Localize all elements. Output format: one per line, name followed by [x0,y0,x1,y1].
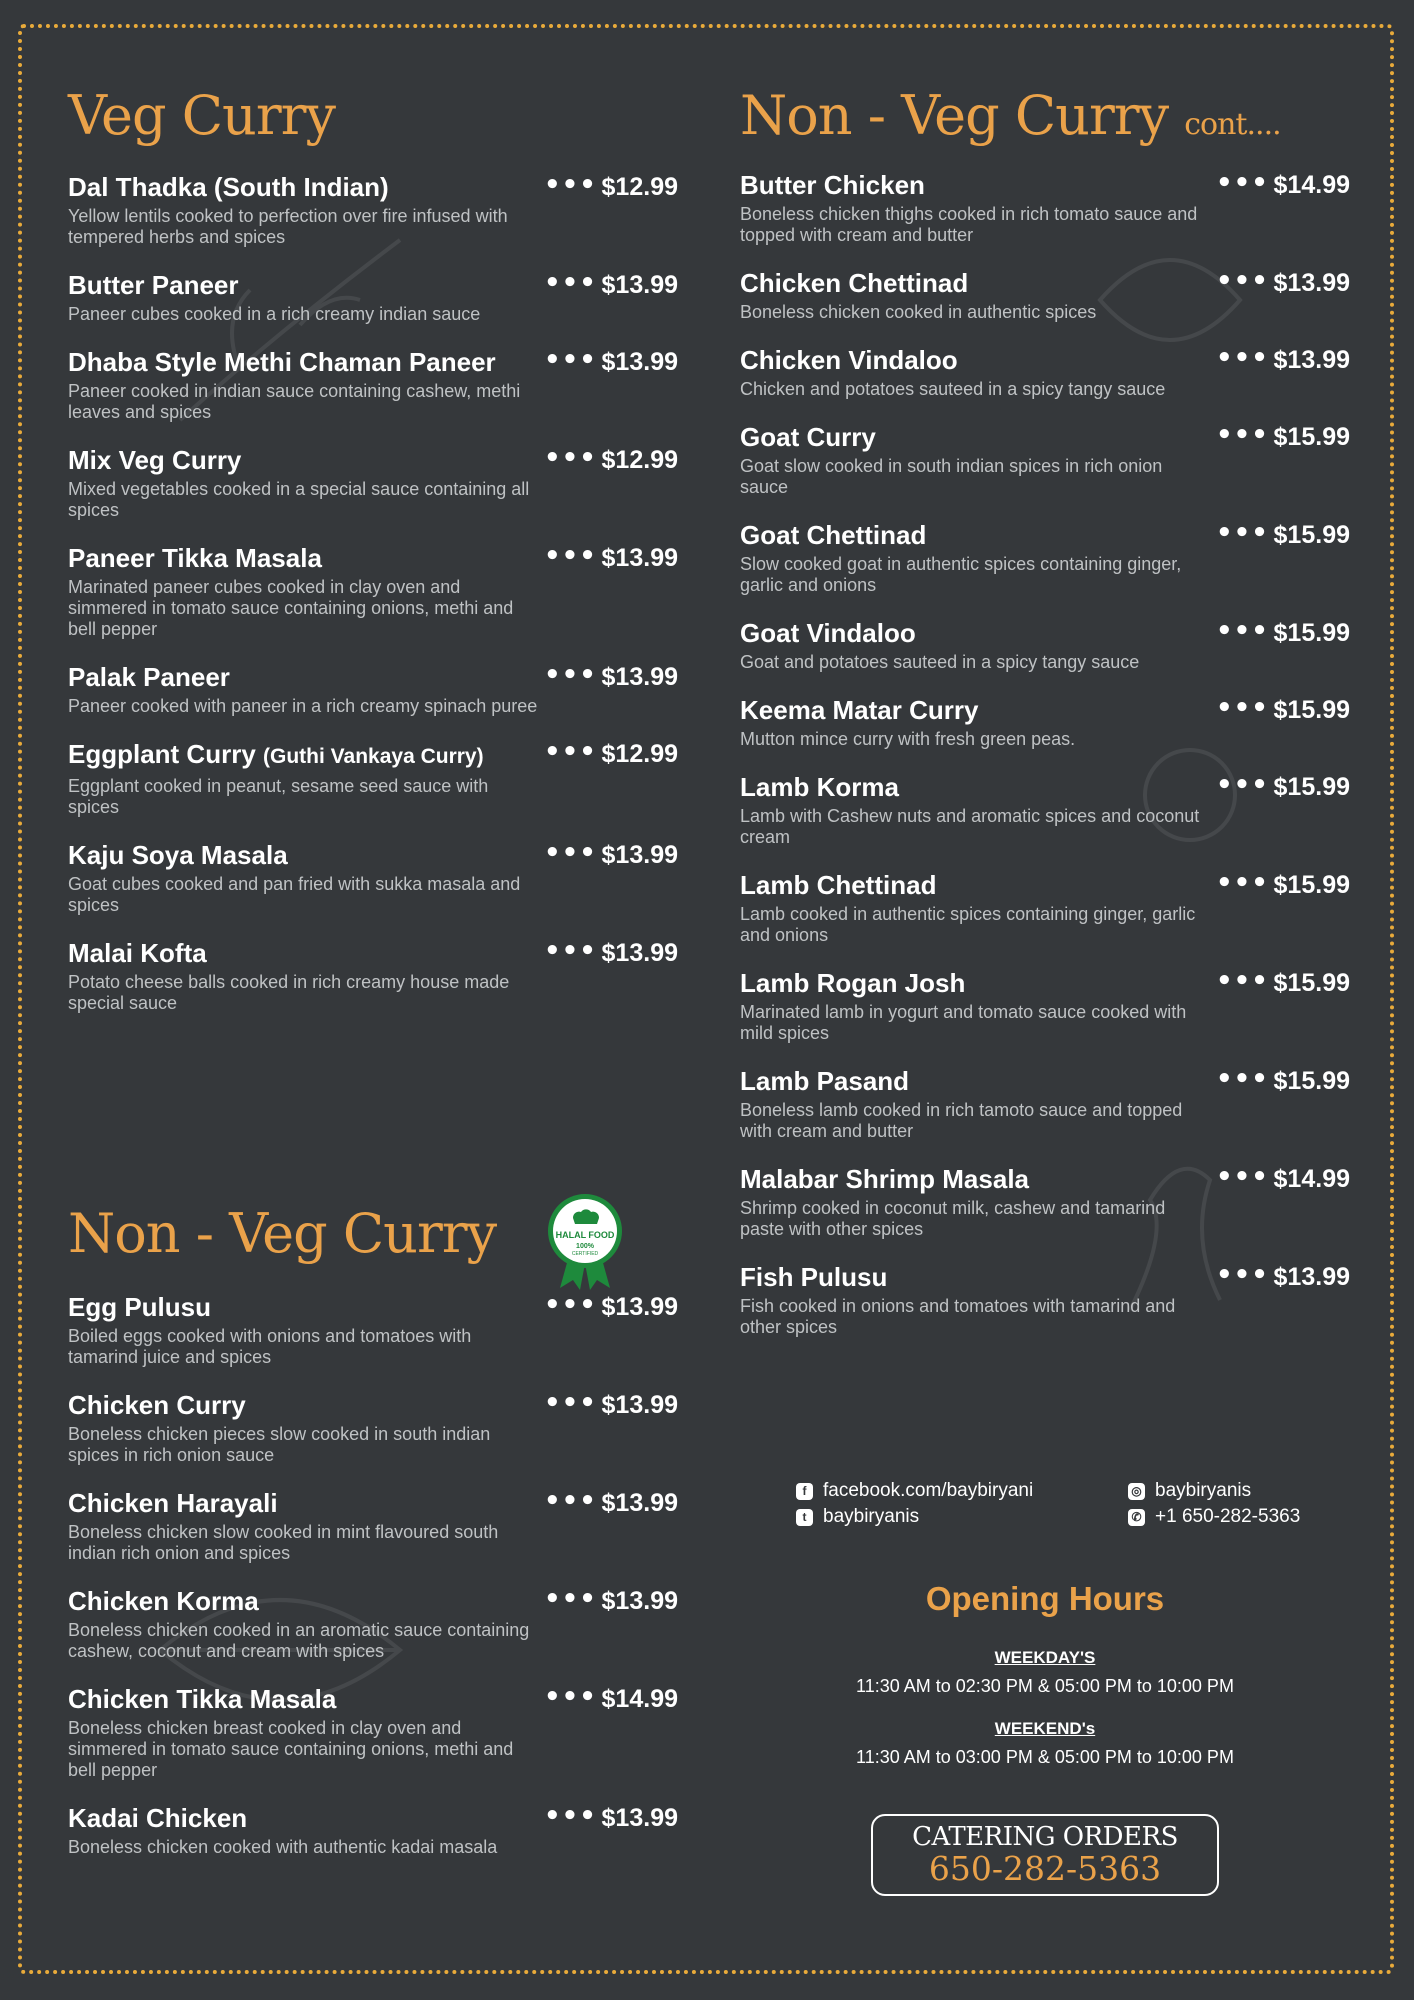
menu-item-dots: ••• [544,1290,597,1320]
nonveg-curry-section [68,1198,678,1880]
menu-item-name-text: Dal Thadka (South Indian) [68,172,389,202]
menu-item-dots: ••• [1216,1260,1269,1290]
menu-item-description: Paneer cooked in indian sauce containing cashew, methi leaves and spices [68,381,521,422]
menu-item-name-text: Goat Vindaloo [740,618,916,648]
menu-item-description: Boneless chicken slow cooked in mint flavoured south indian rich onion and spices [68,1522,499,1563]
menu-item [68,1292,678,1368]
menu-item-name [68,1292,538,1322]
menu-item [68,172,678,248]
menu-item-name-text: Lamb Rogan Josh [740,968,966,998]
catering-orders-box[interactable] [871,1814,1219,1896]
menu-item-name [68,172,538,202]
menu-item-name [740,170,1210,200]
menu-item-price: $13.99 [1273,269,1350,297]
menu-item-description: Slow cooked goat in authentic spices containing ginger, garlic and onions [740,554,1182,595]
menu-item-dots: ••• [1216,868,1269,898]
twitter-link[interactable] [796,1506,919,1528]
menu-item-description: Boneless lamb cooked in rich tamoto sauce and topped with cream and butter [740,1100,1183,1141]
menu-item-price: $13.99 [601,544,678,572]
right-column [740,80,1350,1360]
menu-item-description: Boneless chicken thighs cooked in rich tomato sauce and topped with cream and butter [740,204,1198,245]
menu-item [740,170,1350,246]
menu-item-dots: ••• [544,170,597,200]
menu-item-dots: ••• [1216,168,1269,198]
menu-item-dots: ••• [1216,420,1269,450]
menu-item-name [68,938,538,968]
menu-item-description: Yellow lentils cooked to perfection over fire infused with tempered herbs and spices [68,206,508,247]
catering-phone[interactable]: 650-282-5363 [928,1849,1162,1888]
menu-item [740,1164,1350,1240]
menu-item-name-text: Palak Paneer [68,662,230,692]
menu-item-name [740,618,1210,648]
menu-item [68,270,678,325]
menu-item [740,1262,1350,1338]
menu-item [740,618,1350,673]
menu-item-name [740,968,1210,998]
menu-item-price: $15.99 [1273,521,1350,549]
menu-item [68,1684,678,1781]
menu-item-name [68,1684,538,1714]
menu-item-price: $15.99 [1273,773,1350,801]
menu-item-description: Chicken and potatoes sauteed in a spicy tangy sauce [740,379,1166,399]
menu-item-dots: ••• [544,345,597,375]
menu-item-name-text: Butter Paneer [68,270,239,300]
menu-item [740,345,1350,400]
menu-item-name [740,772,1210,802]
menu-item-price: $13.99 [601,841,678,869]
menu-item-name-sub: (Guthi Vankaya Curry) [263,745,484,768]
menu-item-price: $13.99 [601,1489,678,1517]
menu-item-name [68,1586,538,1616]
menu-item-description: Mutton mince curry with fresh green peas. [740,729,1076,749]
menu-item-name-text: Dhaba Style Methi Chaman Paneer [68,347,496,377]
facebook-label: facebook.com/baybiryani [823,1480,1034,1501]
menu-item-name [68,347,538,377]
menu-item-name [740,1164,1210,1194]
menu-item-name-text: Fish Pulusu [740,1262,888,1292]
whatsapp-link[interactable] [1128,1506,1300,1528]
menu-item [740,1066,1350,1142]
menu-item-name-text: Malabar Shrimp Masala [740,1164,1029,1194]
menu-item-price: $14.99 [1273,171,1350,199]
menu-item-price: $13.99 [601,1293,678,1321]
menu-item [68,938,678,1014]
menu-item-dots: ••• [544,1584,597,1614]
nonveg-curry-title: Non - Veg Curry [68,1202,497,1265]
instagram-label: baybiryanis [1155,1480,1252,1501]
nonveg-cont-title [740,80,1350,152]
badge-text-2: 100% [576,1243,594,1250]
menu-item-name-text: Butter Chicken [740,170,925,200]
menu-item-dots: ••• [1216,1064,1269,1094]
menu-item [68,840,678,916]
menu-item-name [740,345,1210,375]
menu-item [68,662,678,717]
menu-item-description: Lamb with Cashew nuts and aromatic spices and coconut cream [740,806,1200,847]
menu-item [740,695,1350,750]
menu-item-description: Goat slow cooked in south indian spices in rich onion sauce [740,456,1163,497]
menu-item-price: $12.99 [601,173,678,201]
menu-item-name [740,268,1210,298]
menu-item [740,422,1350,498]
nonveg-cont-title-suffix: cont.... [1184,107,1281,142]
menu-item-price: $15.99 [1273,423,1350,451]
menu-item [68,1586,678,1662]
menu-item-price: $13.99 [601,1804,678,1832]
menu-item-dots: ••• [544,660,597,690]
veg-curry-title: Veg Curry [68,84,335,147]
menu-item-price: $15.99 [1273,1067,1350,1095]
menu-item-price: $13.99 [601,348,678,376]
menu-item [740,968,1350,1044]
twitter-label: baybiryanis [823,1506,920,1527]
opening-hours-title: Opening Hours [925,1580,1165,1617]
menu-item-description: Boiled eggs cooked with onions and tomatoes with tamarind juice and spices [68,1326,472,1367]
menu-item-price: $15.99 [1273,871,1350,899]
veg-curry-list [68,172,678,1014]
menu-item-description: Goat cubes cooked and pan fried with sukka masala and spices [68,874,521,915]
menu-item-price: $15.99 [1273,619,1350,647]
menu-item-price: $13.99 [601,1391,678,1419]
menu-item-name-text: Chicken Harayali [68,1488,278,1518]
menu-item-description: Boneless chicken cooked in authentic spices [740,302,1097,322]
menu-item [740,268,1350,323]
badge-text-1: HALAL FOOD [555,1230,615,1240]
menu-item-name [68,445,538,475]
menu-item-dots: ••• [544,838,597,868]
menu-item-name-text: Lamb Korma [740,772,899,802]
menu-item [740,870,1350,946]
menu-item-description: Paneer cooked with paneer in a rich creamy spinach puree [68,696,538,716]
menu-item-name [740,870,1210,900]
menu-item-name-text: Chicken Curry [68,1390,246,1420]
twitter-icon: t [796,1509,813,1526]
menu-item-name-text: Malai Kofta [68,938,207,968]
menu-item-dots: ••• [544,1486,597,1516]
menu-item-name-text: Chicken Korma [68,1586,259,1616]
menu-item-dots: ••• [1216,518,1269,548]
menu-item-name-text: Lamb Chettinad [740,870,937,900]
menu-item-description: Boneless chicken cooked in an aromatic sauce containing cashew, coconut and cream with spices [68,1620,530,1661]
menu-item-price: $13.99 [601,663,678,691]
menu-item [68,543,678,640]
catering-title: CATERING ORDERS [912,1822,1178,1852]
menu-item-description: Paneer cubes cooked in a rich creamy indian sauce [68,304,481,324]
weekday-label: WEEKDAY'S [994,1648,1096,1667]
menu-item-name [68,1803,538,1833]
menu-item-name-text: Paneer Tikka Masala [68,543,322,573]
nonveg-cont-list [740,170,1350,1338]
menu-item [68,739,678,818]
menu-item-dots: ••• [1216,770,1269,800]
menu-item-description: Goat and potatoes sauteed in a spicy tangy sauce [740,652,1140,672]
menu-item [68,347,678,423]
menu-item-price: $13.99 [1273,346,1350,374]
menu-item-dots: ••• [544,268,597,298]
menu-item-dots: ••• [544,1388,597,1418]
menu-item [68,1390,678,1466]
menu-item-description: Eggplant cooked in peanut, sesame seed sauce with spices [68,776,489,817]
menu-item-dots: ••• [1216,266,1269,296]
weekend-hours: 11:30 AM to 03:00 PM & 05:00 PM to 10:00 PM [856,1747,1234,1767]
menu-item-description: Mixed vegetables cooked in a special sauce containing all spices [68,479,530,520]
menu-item-price: $13.99 [601,271,678,299]
menu-item-description: Shrimp cooked in coconut milk, cashew and tamarind paste with other spices [740,1198,1166,1239]
menu-item-description: Boneless chicken pieces slow cooked in south indian spices in rich onion sauce [68,1424,491,1465]
menu-item-name [740,1066,1210,1096]
nonveg-curry-list [68,1292,678,1858]
whatsapp-icon: ✆ [1128,1509,1145,1526]
menu-item-name-text: Lamb Pasand [740,1066,910,1096]
menu-item-name-text: Chicken Vindaloo [740,345,958,375]
menu-item-price: $14.99 [1273,1165,1350,1193]
halal-food-badge [546,1192,624,1292]
instagram-icon: ◎ [1128,1483,1145,1500]
menu-item-name [740,520,1210,550]
menu-item-name-text: Goat Chettinad [740,520,927,550]
menu-item-dots: ••• [1216,693,1269,723]
menu-item-name [68,1390,538,1420]
instagram-link[interactable] [1128,1480,1251,1502]
menu-item-name [68,1488,538,1518]
weekday-hours: 11:30 AM to 02:30 PM & 05:00 PM to 10:00 PM [856,1676,1234,1696]
menu-item-description: Potato cheese balls cooked in rich creamy house made special sauce [68,972,510,1013]
menu-item-name [68,270,538,300]
facebook-icon: f [796,1483,813,1500]
menu-item [68,1488,678,1564]
menu-item [740,520,1350,596]
menu-item-dots: ••• [1216,616,1269,646]
menu-item-price: $12.99 [601,446,678,474]
menu-item [68,1803,678,1858]
menu-item [68,445,678,521]
menu-item-price: $13.99 [601,1587,678,1615]
menu-item-dots: ••• [1216,966,1269,996]
menu-item-name [740,1262,1210,1292]
badge-text-3: CERTIFIED [571,1251,599,1257]
menu-item-price: $13.99 [1273,1263,1350,1291]
menu-item-name-text: Kaju Soya Masala [68,840,288,870]
menu-item-name [740,422,1210,452]
menu-item-name [68,543,538,573]
menu-item-name [68,739,538,772]
menu-item-dots: ••• [544,541,597,571]
menu-item-price: $15.99 [1273,969,1350,997]
menu-item-name-text: Eggplant Curry [68,739,256,769]
menu-item-name-text: Chicken Chettinad [740,268,969,298]
menu-item-description: Lamb cooked in authentic spices containing ginger, garlic and onions [740,904,1196,945]
menu-item-price: $14.99 [601,1685,678,1713]
facebook-link[interactable] [796,1480,1033,1502]
weekend-label: WEEKEND's [994,1719,1096,1738]
menu-item-name [68,662,538,692]
menu-item-price: $13.99 [601,939,678,967]
menu-item-name [740,695,1210,725]
menu-item-description: Boneless chicken breast cooked in clay oven and simmered in tomato sauce containing onions, methi and bell pepper [68,1718,514,1780]
menu-item-description: Marinated paneer cubes cooked in clay oven and simmered in tomato sauce containing onions, methi and bell pepper [68,577,514,639]
menu-item-name-text: Mix Veg Curry [68,445,242,475]
menu-item-price: $12.99 [601,740,678,768]
menu-item-description: Marinated lamb in yogurt and tomato sauce cooked with mild spices [740,1002,1187,1043]
menu-item-description: Boneless chicken cooked with authentic kadai masala [68,1837,498,1857]
menu-item-description: Fish cooked in onions and tomatoes with tamarind and other spices [740,1296,1176,1337]
whatsapp-label: +1 650-282-5363 [1155,1506,1301,1527]
menu-item-dots: ••• [544,936,597,966]
menu-item-dots: ••• [544,443,597,473]
menu-item-name-text: Chicken Tikka Masala [68,1684,337,1714]
menu-item-name-text: Kadai Chicken [68,1803,248,1833]
menu-item-name-text: Keema Matar Curry [740,695,979,725]
menu-item-dots: ••• [1216,343,1269,373]
menu-item-name-text: Goat Curry [740,422,876,452]
menu-item-name [68,840,538,870]
menu-item-dots: ••• [544,1682,597,1712]
menu-item-dots: ••• [544,1801,597,1831]
menu-item-dots: ••• [544,737,597,767]
opening-hours [740,1580,1350,1790]
menu-item-name-text: Egg Pulusu [68,1292,211,1322]
nonveg-cont-title-main: Non - Veg Curry [740,84,1169,147]
menu-item-dots: ••• [1216,1162,1269,1192]
menu-item [740,772,1350,848]
menu-item-price: $15.99 [1273,696,1350,724]
